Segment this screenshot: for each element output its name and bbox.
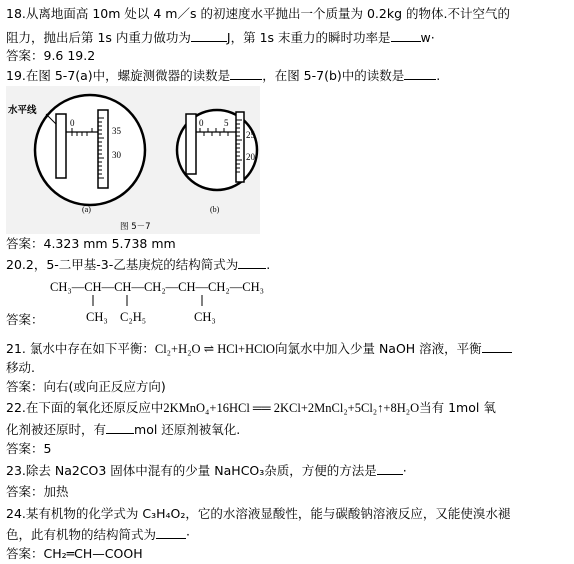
q21-answer: 答案：向右(或向正反应方向) bbox=[6, 379, 166, 394]
b-five-label: 5 bbox=[224, 118, 229, 128]
q23-end: · bbox=[402, 463, 407, 478]
b-zero-label: 0 bbox=[199, 118, 204, 128]
q22-blank bbox=[106, 421, 134, 434]
q18-blank-1 bbox=[191, 29, 227, 42]
q24-text: 色，此有机物的结构简式为 bbox=[6, 527, 157, 542]
q23-question bbox=[6, 462, 407, 479]
q18-blank-2 bbox=[391, 29, 421, 42]
q20-question bbox=[6, 256, 270, 273]
q19-question bbox=[6, 67, 440, 84]
q19-text-c: . bbox=[436, 68, 441, 83]
q19-answer: 答案：4.323 mm 5.738 mm bbox=[6, 236, 176, 251]
q22-line1 bbox=[6, 400, 496, 416]
q24-line2 bbox=[6, 526, 190, 543]
q23-answer: 答案：加热 bbox=[6, 484, 69, 499]
q23-blank bbox=[377, 462, 403, 475]
q20-sub-ch3-2: CH₃ bbox=[194, 310, 216, 324]
q19-text-a: 19.在图 5-7(a)中，螺旋测微器的读数是 bbox=[6, 68, 231, 83]
q21-line2: 移动. bbox=[6, 360, 35, 375]
q22-text-a: 化剂被还原时，有 bbox=[6, 422, 107, 437]
q21-prefix: 21. 氯水中存在如下平衡： bbox=[6, 341, 155, 356]
q20-text: 20.2，5-二甲基-3-乙基庚烷的结构简式为 bbox=[6, 257, 239, 272]
q20-branch-bonds bbox=[0, 294, 574, 308]
horizontal-line-label: 水平线 bbox=[8, 105, 37, 116]
b-top-label: 25 bbox=[246, 130, 255, 140]
q22-suffix: 当有 1mol 氧 bbox=[419, 400, 496, 415]
b-caption: (b) bbox=[210, 205, 220, 214]
a-bottom-label: 30 bbox=[112, 150, 121, 160]
q19-text-b: ，在图 5-7(b)中的读数是 bbox=[262, 68, 405, 83]
q20-end: . bbox=[266, 257, 271, 272]
q18-line1: 18.从离地面高 10m 处以 4 m／s 的初速度水平抛出一个质量为 0.2kg 的物体.不计空气的 bbox=[6, 6, 510, 21]
figure-caption: 图 5－7 bbox=[120, 222, 151, 232]
a-zero-label: 0 bbox=[70, 118, 75, 128]
q21-blank bbox=[482, 340, 512, 353]
q20-sub-ch3-1: CH₃ bbox=[86, 310, 108, 324]
q20-blank bbox=[238, 256, 266, 269]
q21-equation: Cl₂+H₂O ⇌ HCl+HClO bbox=[154, 342, 275, 356]
q20-sub-c2h5: C₂H₅ bbox=[120, 310, 147, 324]
q18-text-c: w· bbox=[420, 30, 435, 45]
micrometer-figure bbox=[6, 86, 260, 234]
q21-line1 bbox=[6, 340, 512, 357]
q22-equation: 2KMnO₄+16HCl ══ 2KCl+2MnCl₂+5Cl₂↑+8H₂O bbox=[163, 401, 420, 415]
q19-blank-1 bbox=[230, 67, 262, 80]
b-bottom-label: 20 bbox=[246, 152, 255, 162]
q24-blank bbox=[156, 526, 186, 539]
q22-line2 bbox=[6, 421, 240, 438]
q23-text: 23.除去 Na2CO3 固体中混有的少量 NaHCO₃杂质，方便的方法是 bbox=[6, 463, 377, 478]
q18-text-a: 阻力，抛出后第 1s 内重力做功为 bbox=[6, 30, 191, 45]
q24-answer: 答案：CH₂═CH—COOH bbox=[6, 546, 143, 561]
q20-main-chain: CH₃—CH—CH—CH₂—CH—CH₂—CH₃ bbox=[50, 280, 264, 294]
a-top-label: 35 bbox=[112, 126, 121, 136]
q18-line2 bbox=[6, 29, 435, 46]
a-caption: (a) bbox=[82, 205, 91, 214]
q18-text-b: J，第 1s 末重力的瞬时功率是 bbox=[226, 30, 391, 45]
q19-blank-2 bbox=[404, 67, 436, 80]
q22-text-b: mol 还原剂被氧化. bbox=[134, 422, 241, 437]
q20-answer: 答案： bbox=[6, 312, 44, 327]
q22-prefix: 22.在下面的氧化还原反应中 bbox=[6, 400, 164, 415]
q18-answer: 答案：9.6 19.2 bbox=[6, 48, 96, 63]
q22-answer: 答案：5 bbox=[6, 441, 52, 456]
q24-end: · bbox=[186, 527, 190, 542]
micrometer-diagram bbox=[6, 86, 260, 234]
q24-line1: 24.某有机物的化学式为 C₃H₄O₂，它的水溶液显酸性，能与碳酸钠溶液反应，又能使溴水褪 bbox=[6, 506, 511, 521]
q21-suffix: 向氯水中加入少量 NaOH 溶液，平衡 bbox=[274, 341, 482, 356]
